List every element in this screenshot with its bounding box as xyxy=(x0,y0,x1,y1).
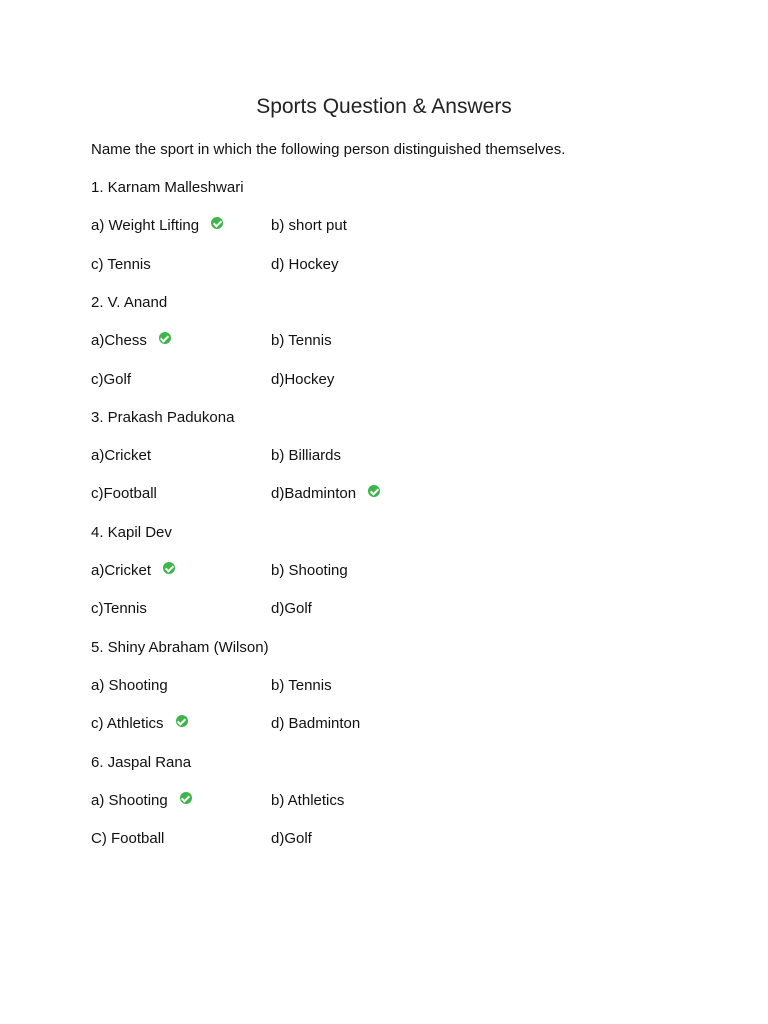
answer-option-label: b) Billiards xyxy=(271,447,342,465)
answer-option xyxy=(271,714,360,734)
answer-option-label: b) Tennis xyxy=(271,332,332,350)
answer-option-label: b) Tennis xyxy=(271,676,332,694)
answer-option xyxy=(91,255,151,275)
answer-option-label: d)Golf xyxy=(271,600,312,618)
answer-option-label: c) Tennis xyxy=(91,255,151,273)
answer-option-label: d)Golf xyxy=(271,830,312,848)
answer-option-label: a) Shooting xyxy=(91,791,168,809)
answer-option xyxy=(91,446,151,466)
question-text: 2. V. Anand xyxy=(91,293,168,311)
answer-option xyxy=(271,255,339,275)
answer-option-label: a)Chess xyxy=(91,332,147,350)
answer-option xyxy=(91,484,157,504)
answer-option-label: a) Shooting xyxy=(91,676,168,694)
check-icon xyxy=(211,217,223,229)
check-icon xyxy=(176,715,188,727)
answer-option-label: a)Cricket xyxy=(91,447,152,465)
answer-option xyxy=(271,370,334,390)
question-text: 5. Shiny Abraham (Wilson) xyxy=(91,638,269,656)
answer-option xyxy=(271,676,332,696)
answer-option-label: d)Badminton xyxy=(271,485,357,503)
page-title: Sports Question & Answers xyxy=(256,95,512,118)
answer-option xyxy=(271,216,347,236)
answer-option-label: d)Hockey xyxy=(271,370,335,388)
answer-option-label: b) Athletics xyxy=(271,791,345,809)
question-text: 4. Kapil Dev xyxy=(91,523,172,541)
answer-option xyxy=(91,791,192,811)
check-icon xyxy=(163,562,175,574)
answer-option xyxy=(271,829,312,849)
instruction-text: Name the sport in which the following person distinguished themselves. xyxy=(91,141,566,158)
answer-option-label: d) Hockey xyxy=(271,255,339,273)
answer-option xyxy=(91,216,223,236)
answer-option-label: b) Shooting xyxy=(271,562,348,579)
answer-option xyxy=(271,331,332,351)
answer-option-label: c)Football xyxy=(91,485,157,503)
answer-option xyxy=(91,599,147,619)
check-icon xyxy=(368,485,380,497)
answer-option xyxy=(91,676,168,696)
answer-option xyxy=(271,484,380,504)
answer-option xyxy=(271,791,344,811)
answer-option-label: c)Golf xyxy=(91,370,132,388)
answer-option-label: b) short put xyxy=(271,217,347,235)
answer-option xyxy=(91,561,175,581)
answer-option-label: a) Weight Lifting xyxy=(91,217,200,235)
answer-option xyxy=(91,331,171,351)
answer-option-label: C) Football xyxy=(91,830,165,848)
question-text: 1. Karnam Malleshwari xyxy=(91,179,244,196)
check-icon xyxy=(159,332,171,344)
answer-option-label: c)Tennis xyxy=(91,600,147,618)
answer-option xyxy=(271,561,348,581)
answer-option xyxy=(91,714,188,734)
answer-option xyxy=(91,829,164,849)
answer-option-label: a)Cricket xyxy=(91,562,152,579)
question-text: 6. Jaspal Rana xyxy=(91,753,192,771)
answer-option xyxy=(91,370,131,390)
answer-option xyxy=(271,599,312,619)
answer-option xyxy=(271,446,341,466)
check-icon xyxy=(180,792,192,804)
answer-option-label: c) Athletics xyxy=(91,715,164,733)
question-text: 3. Prakash Padukona xyxy=(91,408,235,426)
answer-option-label: d) Badminton xyxy=(271,715,361,733)
